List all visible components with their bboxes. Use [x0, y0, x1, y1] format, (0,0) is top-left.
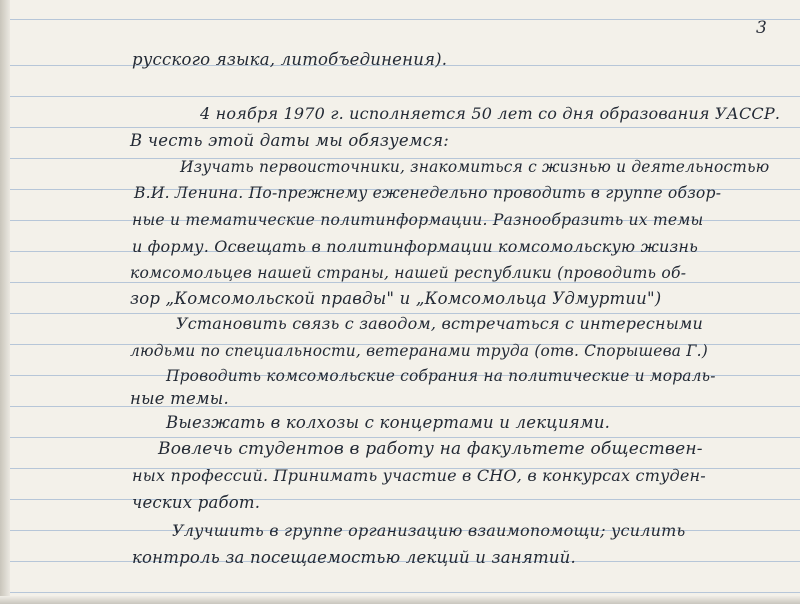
- text-line-17: ческих работ.: [132, 493, 261, 512]
- text-line-15: Вовлечь студентов в работу на факультете обществен-: [158, 439, 703, 459]
- text-line-12: Проводить комсомольские собрания на политические и мораль-: [166, 367, 716, 385]
- text-line-11: людьми по специальности, ветеранами труда (отв. Спорышева Г.): [130, 342, 708, 360]
- text-line-3: В честь этой даты мы обязуемся:: [130, 131, 450, 150]
- text-line-2: 4 ноября 1970 г. исполняется 50 лет со дня образования УАССР.: [200, 104, 781, 123]
- text-line-6: ные и тематические политинформации. Разнообразить их темы: [132, 211, 704, 229]
- text-line-5: В.И. Ленина. По-прежнему еженедельно проводить в группе обзор-: [134, 184, 722, 202]
- text-line-10: Установить связь с заводом, встречаться с интересными: [176, 314, 703, 333]
- text-line-7: и форму. Освещать в политинформации комсомольскую жизнь: [132, 237, 699, 256]
- text-line-14: Выезжать в колхозы с концертами и лекциями.: [166, 413, 611, 432]
- text-line-16: ных профессий. Принимать участие в СНО, в конкурсах студен-: [132, 466, 706, 485]
- text-line-4: Изучать первоисточники, знакомиться с жизнью и деятельностью: [180, 158, 770, 176]
- page-number: 3: [756, 18, 767, 38]
- text-line-19: контроль за посещаемостью лекций и занятий.: [132, 548, 576, 567]
- text-line-1: русского языка, литобъединения).: [132, 50, 448, 69]
- text-line-8: комсомольцев нашей страны, нашей республики (проводить об-: [130, 264, 687, 282]
- text-line-18: Улучшить в группе организацию взаимопомощи; усилить: [172, 521, 686, 540]
- text-line-13: ные темы.: [130, 389, 229, 408]
- text-line-9: зор „Комсомольской правды" и „Комсомольца Удмуртии"): [130, 289, 662, 308]
